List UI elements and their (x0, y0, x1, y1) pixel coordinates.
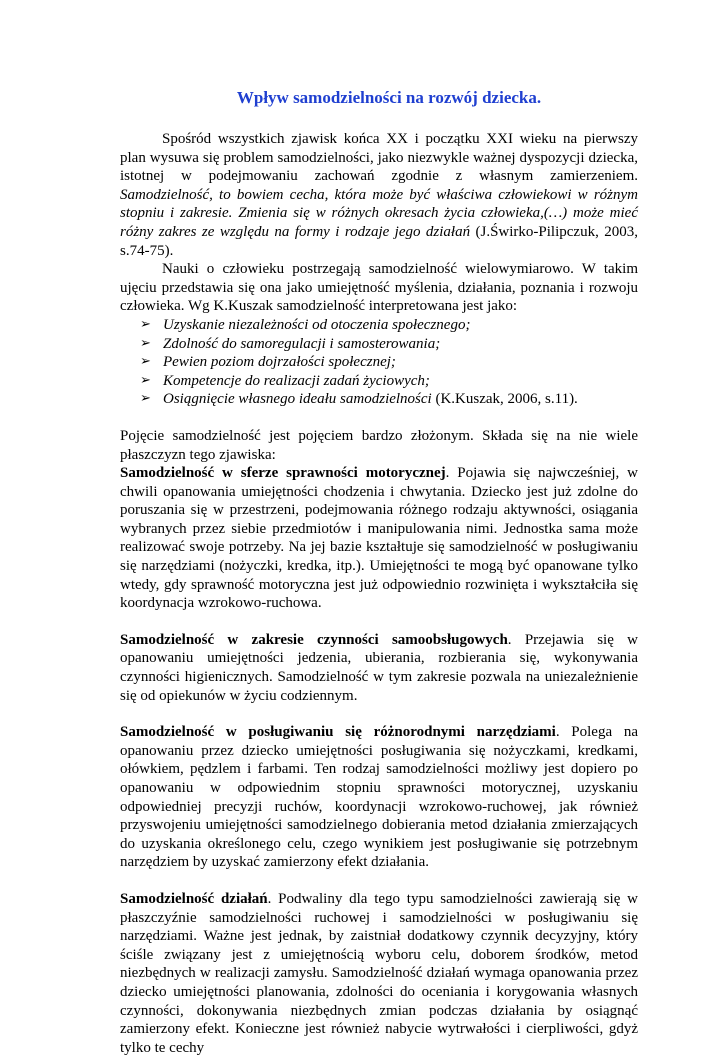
section-text: . Polega na opanowaniu przez dziecko umiejętności posługiwania się nożyczkami, kredkami, ołówkiem, pędzlem i farbami. Ten rodzaj samodzielności możliwy jest dopiero po opanowaniu w odpowiednim stopniu sprawności motorycznej, uzyskaniu odpowiedniej precyzji ruchów, koordynacji wzrokowo-ruchowej, jak również przyswojeniu umiejętności samodzielnego dobierania metod działania zmierzających do uzyskania określonego celu, czego wynikiem jest posługiwanie się potrzebnym narzędziem by uzyskać zamierzony efekt działania. (120, 724, 638, 871)
definition-list (120, 316, 638, 409)
list-citation: (K.Kuszak, 2006, s.11). (431, 391, 578, 408)
intro-text: Spośród wszystkich zjawisk końca XX i początku XXI wieku na pierwszy plan wysuwa się problem samodzielności, jako niezwykle ważnej dyspozycji dziecka, istotnej w podejmowaniu zachowań zgodnie z własnym zamierzeniem. (120, 131, 638, 185)
section-paragraph (120, 723, 638, 872)
intro-quote: Samodzielność, to bowiem cecha, która może być właściwa człowiekowi w różnym stopniu i zakresie. Zmienia się w różnych okresach życia człowieka,(…) może mieć różny zakres ze względu na formy i rodzaje jego działań (120, 186, 638, 240)
section-paragraph (120, 631, 638, 705)
pojecie-paragraph: Pojęcie samodzielność jest pojęciem bardzo złożonym. Składa się na nie wiele płaszczyzn tego zjawiska: (120, 427, 638, 463)
section-heading: Samodzielność w zakresie czynności samoobsługowych (120, 631, 508, 648)
section-heading: Samodzielność działań (120, 890, 268, 907)
list-item: ➢ Kompetencje do realizacji zadań życiowych; (140, 372, 638, 391)
nauki-paragraph: Nauki o człowieku postrzegają samodzielność wielowymiarowo. W takim ujęciu przedstawia się ona jako umiejętność myślenia, działania, poznania i rozwoju człowieka. Wg K.Kuszak samodzielność interpretowana jest jako: (120, 261, 638, 315)
list-item: ➢ Uzyskanie niezależności od otoczenia społecznego; (140, 316, 638, 335)
list-item: ➢ Zdolność do samoregulacji i samosterowania; (140, 335, 638, 354)
section-paragraph (120, 464, 638, 613)
list-item: ➢ Osiągnięcie własnego ideału samodzielności (K.Kuszak, 2006, s.11). (140, 390, 638, 409)
section-text: . Pojawia się najwcześniej, w chwili opanowania umiejętności chodzenia i chwytania. Dziecko jest już zdolne do poruszania się w przestrzeni, podejmowania różnego rodzaju aktywności, osiągania wybranych przez siebie przedmiotów i manipulowania nimi. Jednostka sama może realizować swoje potrzeby. Na jej bazie kształtuje się samodzielność w posługiwaniu się narzędziami (nożyczki, kredka, itp.). Umiejętności te mogą być opanowane tylko wtedy, gdy sprawność motoryczna jest już odpowiednio rozwinięta i wykształciła się koordynacja wzrokowo-ruchowa. (120, 465, 638, 612)
intro-citation: (J.Świrko-Pilipczuk, 2003, s.74-75). (120, 223, 638, 259)
document-title: Wpływ samodzielności na rozwój dziecka. (236, 88, 542, 107)
section-text: . Podwaliny dla tego typu samodzielności zawierają się w płaszczyźnie samodzielności ruchowej i samodzielności w posługiwaniu się narzędziami. Ważne jest jednak, by zaistniał dodatkowy czynnik decyzyjny, który ściśle związany jest z umiejętnością wyboru celu, doborem środków, metod niezbędnych w realizacji zamysłu. Samodzielność działań wymaga opanowania przez dziecko umiejętności planowania, zdolności do oceniania i korygowania własnych czynności, dokonywania niezbędnych zmian podczas działania by osiągnąć zamierzony efekt. Konieczne jest również nabycie wytrwałości i cierpliwości, gdyż tylko te cechy (120, 890, 638, 1056)
intro-paragraph (120, 130, 638, 260)
section-paragraph (120, 890, 638, 1057)
section-heading: Samodzielność w posługiwaniu się różnorodnymi narzędziami (120, 724, 556, 741)
list-item: ➢ Pewien poziom dojrzałości społecznej; (140, 353, 638, 372)
section-heading: Samodzielność w sferze sprawności motorycznej (120, 465, 446, 482)
section-text: . Przejawia się w opanowaniu umiejętności jedzenia, ubierania, rozbierania się, wykonywania czynności higienicznych. Samodzielność w tym zakresie pozwala na uniezależnienie się od opiekunów w życiu codziennym. (120, 631, 638, 704)
